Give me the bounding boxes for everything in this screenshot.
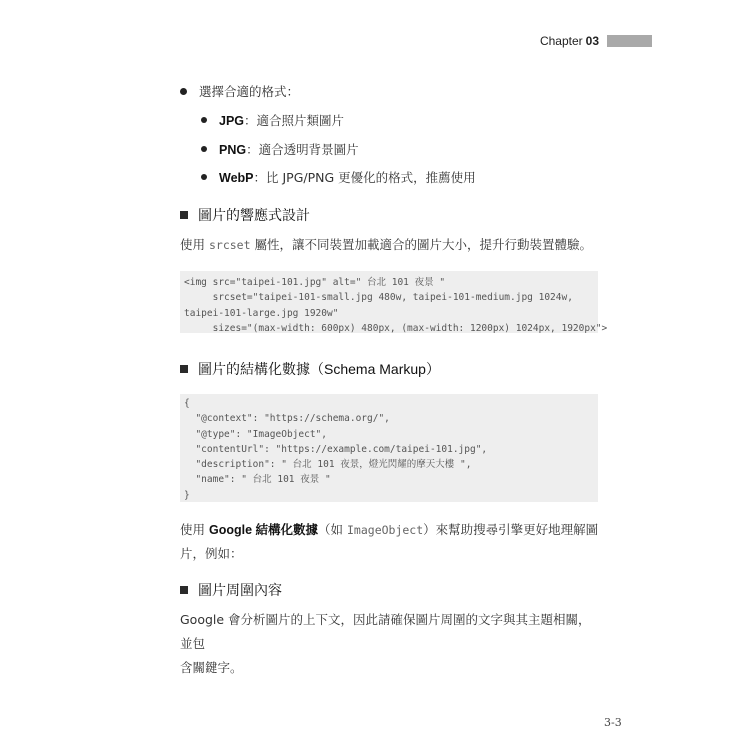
bullet-dot: [201, 146, 207, 152]
para-text: 屬性，讓不同裝置加載適合的圖片大小，提升行動裝置體驗。: [250, 237, 593, 252]
list-item: [201, 168, 476, 186]
chapter-word: Chapter: [539, 34, 583, 48]
format-title: 選擇合適的格式：: [199, 84, 300, 99]
item-desc: ：比 JPG/PNG 更優化的格式，推薦使用: [253, 170, 476, 185]
chapter-number: 03: [585, 34, 599, 48]
para-text: （如: [318, 522, 347, 537]
section-heading-schema: [180, 359, 440, 379]
square-bullet-icon: [180, 365, 188, 373]
item-key: WebP: [219, 171, 254, 185]
paragraph-context: [180, 608, 600, 680]
bullet-dot: [180, 88, 187, 95]
square-bullet-icon: [180, 211, 188, 219]
square-bullet-icon: [180, 586, 188, 594]
para-text: 使用: [180, 237, 209, 252]
item-key: JPG: [219, 114, 245, 128]
inline-code: srcset: [208, 238, 251, 252]
section-title: 圖片的結構化數據（: [198, 362, 324, 378]
format-bullet: [180, 82, 299, 100]
chapter-label: [540, 34, 599, 48]
paragraph-srcset: [180, 233, 600, 257]
section-heading-context: [180, 580, 282, 600]
para-text: ）來幫助搜尋引擎更好地理解圖: [423, 522, 599, 537]
list-item: [201, 111, 344, 129]
section-title-end: ）: [425, 362, 440, 378]
inline-code: ImageObject: [347, 523, 424, 537]
section-title-en: Schema Markup: [324, 361, 426, 377]
section-title: 圖片的響應式設計: [198, 208, 310, 224]
header-bar: [607, 35, 652, 47]
paragraph-google: [180, 518, 600, 566]
item-desc: ：適合透明背景圖片: [246, 142, 359, 157]
page-number: 3-3: [604, 716, 622, 729]
section-heading-responsive: [180, 205, 310, 225]
para-text: 含關鍵字。: [180, 660, 243, 675]
para-text: 使用: [180, 522, 209, 537]
section-title: 圖片周圍內容: [198, 583, 282, 599]
para-text: 片，例如：: [180, 546, 243, 561]
item-key: PNG: [219, 143, 247, 157]
code-block-img: <img src="taipei-101.jpg" alt=" 台北 101 夜景 " srcset="taipei-101-small.jpg 480w, taipei-101-medium.jpg 1024w, taipei-101-large.jpg 1920w" sizes="(max-width: 600px) 480px, (max-width: 1200px) 1024px, 1920px">: [180, 271, 598, 333]
strong-text: Google 結構化數據: [208, 523, 319, 537]
bullet-dot: [201, 117, 207, 123]
item-desc: ：適合照片類圖片: [244, 113, 345, 128]
para-text: Google 會分析圖片的上下文，因此請確保圖片周圍的文字與其主題相關，並包: [180, 612, 591, 651]
bullet-dot: [201, 174, 207, 180]
code-block-json: { "@context": "https://schema.org/", "@type": "ImageObject", "contentUrl": "https://example.com/taipei-101.jpg", "description": " 台北 101 夜景，燈光閃耀的摩天大樓 ", "name": " 台北 101 夜景 " }: [180, 394, 598, 502]
list-item: [201, 140, 359, 158]
